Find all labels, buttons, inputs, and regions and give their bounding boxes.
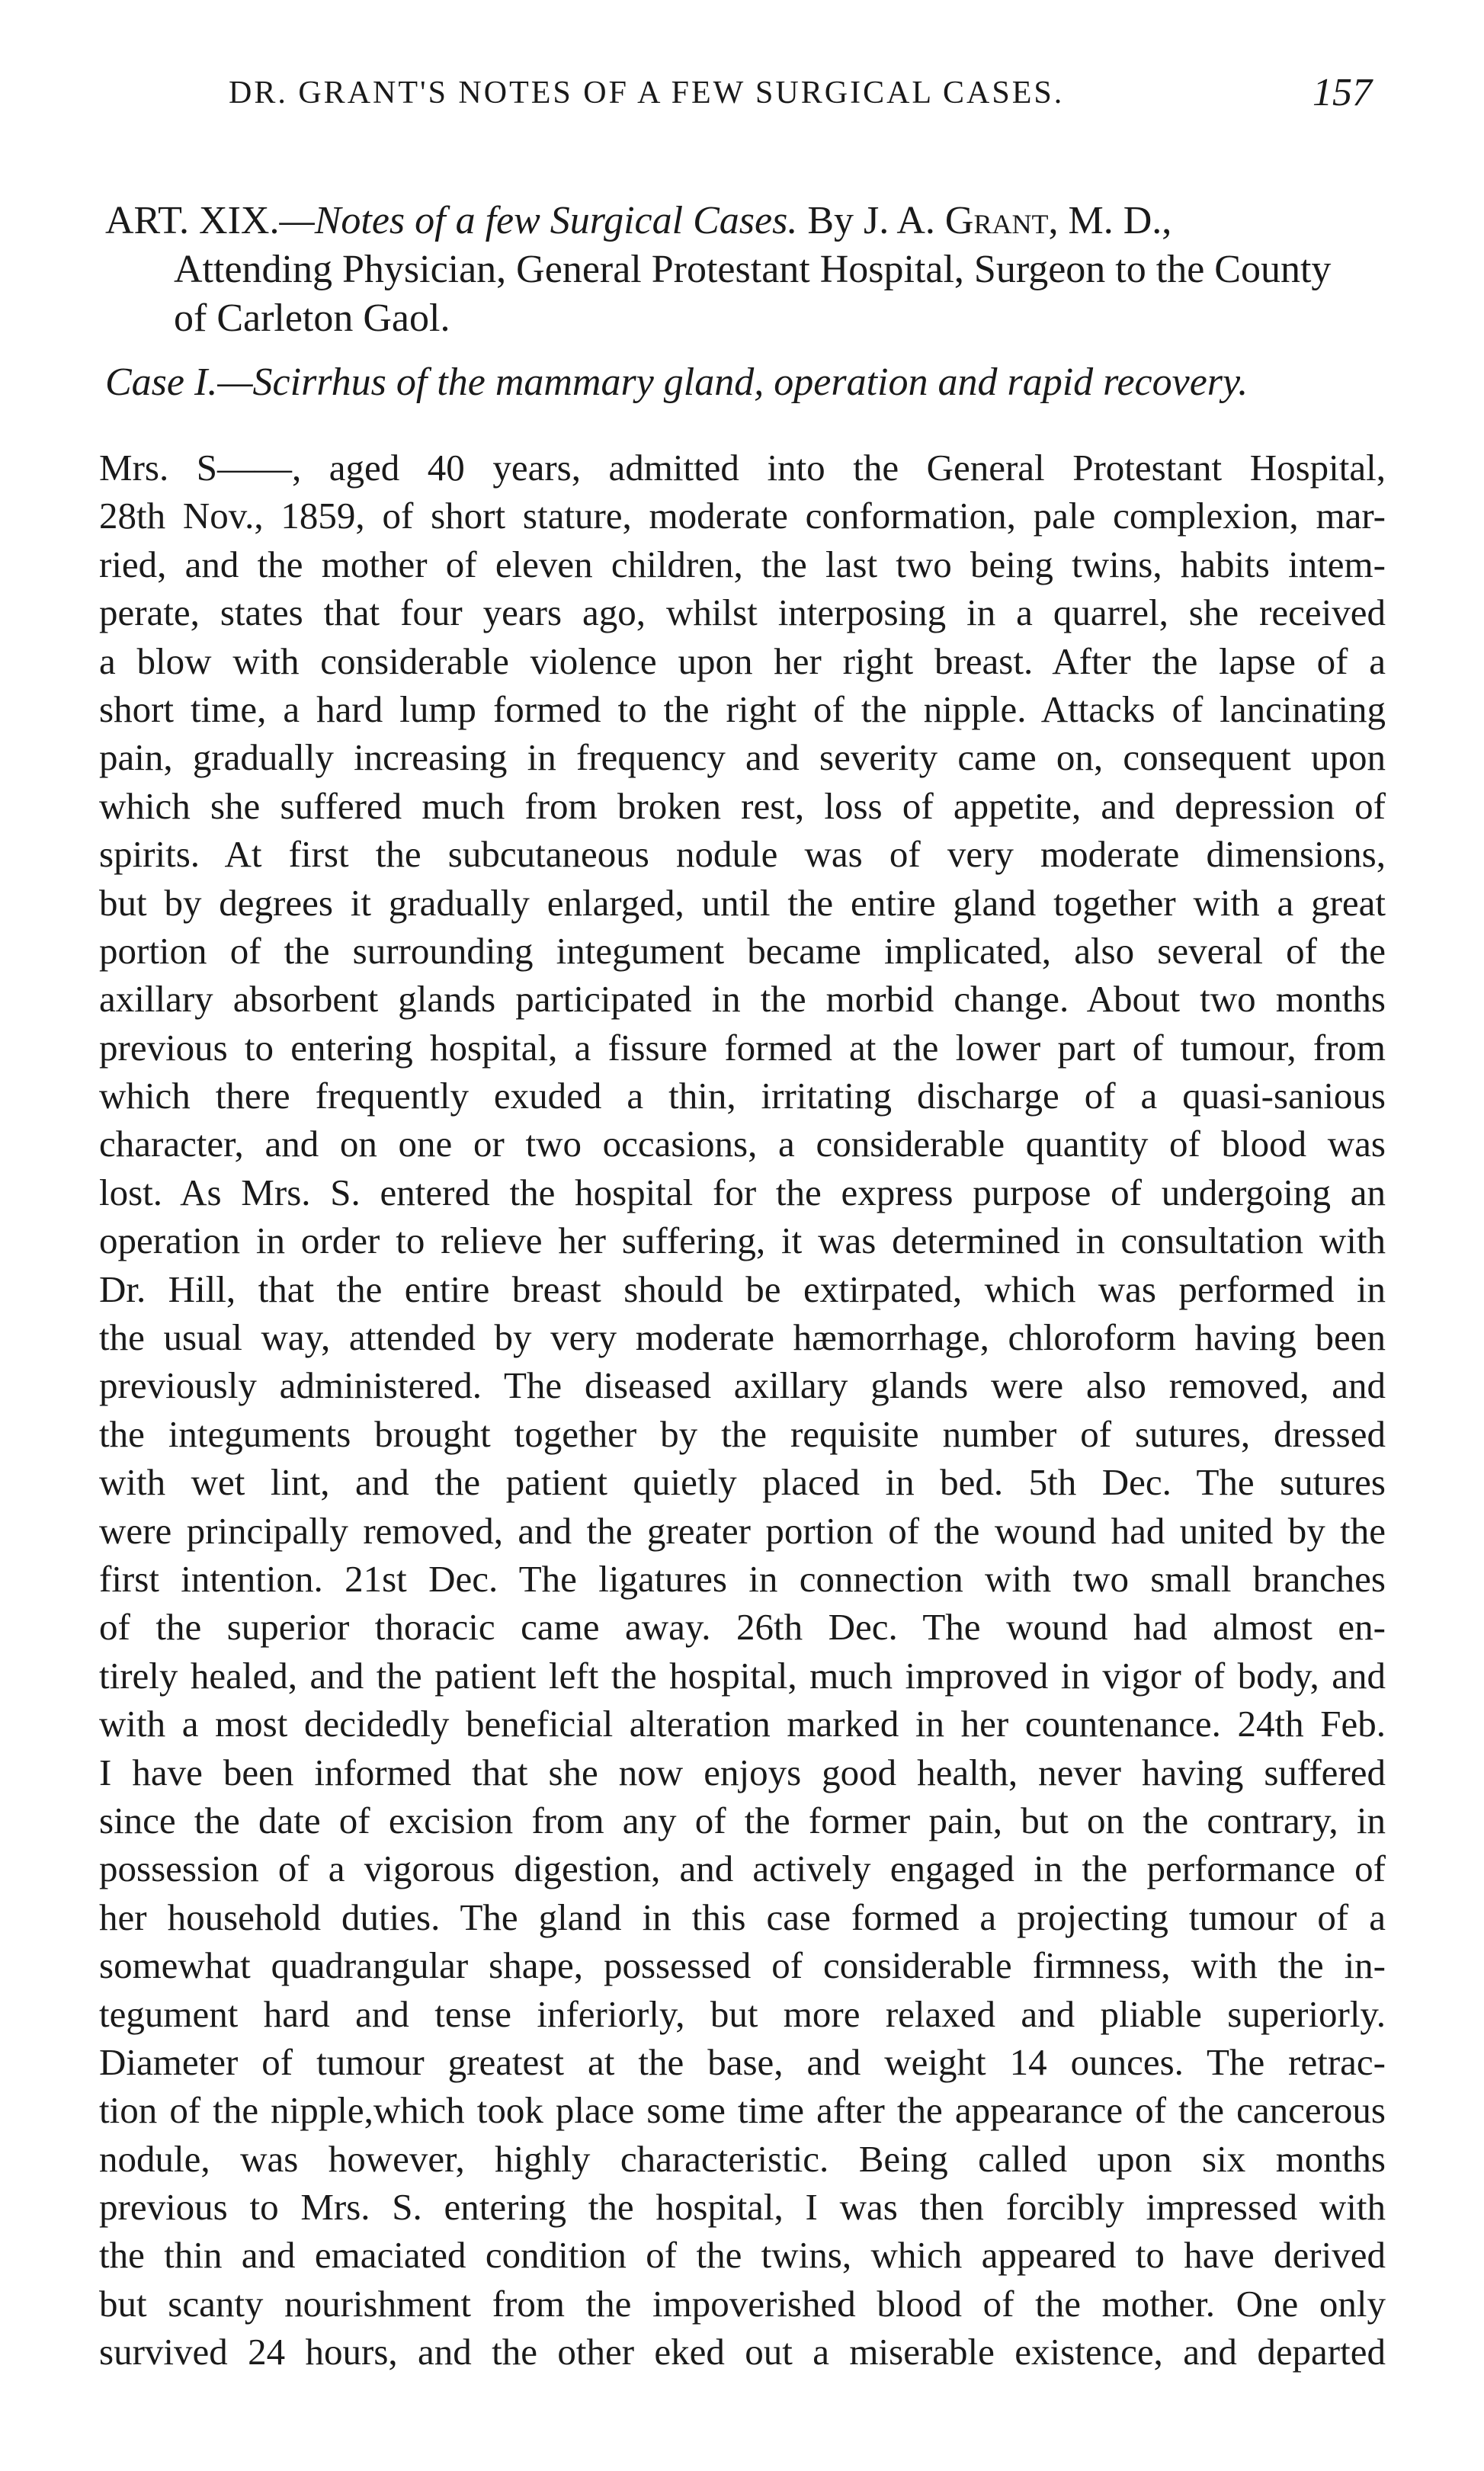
article-heading-line-2: Attending Physician, General Protestant Hospital, Surgeon to the County [174,248,1332,291]
running-head [229,71,1372,120]
body-line: with a most decidedly beneficial alteration marked in her countenance. 24th Feb. [99,1703,1386,1745]
body-text [99,444,1386,2376]
body-line: which there frequently exuded a thin, irritating discharge of a quasi-sanious [99,1075,1386,1117]
body-line: first intention. 21st Dec. The ligatures in connection with two small branches [99,1557,1386,1600]
body-line: Diameter of tumour greatest at the base, and weight 14 ounces. The retrac- [99,2040,1386,2083]
body-line: 28th Nov., 1859, of short stature, moderate conformation, pale complexion, mar- [99,495,1386,537]
body-line: previously administered. The diseased axillary glands were also removed, and [99,1364,1386,1407]
body-line: tion of the nipple,which took place some time after the appearance of the cancerous [99,2089,1386,2132]
body-line: the integuments brought together by the requisite number of sutures, dressed [99,1412,1386,1455]
article-author: Grant [944,199,1049,242]
page-number: 157 [1313,71,1372,114]
body-line: but scanty nourishment from the impoverished blood of the mother. One only [99,2282,1386,2325]
body-line: short time, a hard lump formed to the right of the nipple. Attacks of lancinating [99,687,1386,730]
article-title: —Notes of a few Surgical Cases. [279,199,798,242]
body-line: ried, and the mother of eleven children, the last two being twins, habits intem- [99,543,1386,585]
body-line: I have been informed that she now enjoys good health, never having suffered [99,1751,1386,1793]
body-line: tegument hard and tense inferiorly, but more relaxed and pliable superiorly. [99,1992,1386,2035]
body-line: possession of a vigorous digestion, and actively engaged in the performance of [99,1848,1386,1890]
body-line: operation in order to relieve her suffering, it was determined in consultation with [99,1219,1386,1262]
body-line: with wet lint, and the patient quietly placed in bed. 5th Dec. The sutures [99,1461,1386,1504]
article-heading-line-1 [105,197,1386,245]
article-by: By J. A. [807,199,935,242]
body-line: previous to entering hospital, a fissure formed at the lower part of tumour, from [99,1026,1386,1069]
body-line: of the superior thoracic came away. 26th Dec. The wound had almost en- [99,1606,1386,1649]
body-line: which she suffered much from broken rest, loss of appetite, and depression of [99,784,1386,827]
body-line: lost. As Mrs. S. entered the hospital for the express purpose of undergoing an [99,1171,1386,1213]
article-label: ART. XIX. [105,199,280,242]
article-heading [105,197,1386,343]
body-line: a blow with considerable violence upon her right breast. After the lapse of a [99,639,1386,682]
body-line: pain, gradually increasing in frequency and severity came on, consequent upon [99,736,1386,779]
body-line: were principally removed, and the greater portion of the wound had united by the [99,1509,1386,1552]
body-line: spirits. At first the subcutaneous nodule was of very moderate dimensions, [99,833,1386,876]
case-heading: Case I.—Scirrhus of the mammary gland, operation and rapid recovery. [105,361,1248,404]
body-line: Dr. Hill, that the entire breast should be extirpated, which was performed in [99,1268,1386,1310]
body-line: portion of the surrounding integument became implicated, also several of the [99,929,1386,972]
body-line: somewhat quadrangular shape, possessed of considerable firmness, with the in- [99,1944,1386,1987]
body-line: previous to Mrs. S. entering the hospital, I was then forcibly impressed with [99,2186,1386,2229]
article-heading-line-3: of Carleton Gaol. [174,296,450,340]
body-line: since the date of excision from any of the former pain, but on the contrary, in [99,1799,1386,1841]
body-line: the usual way, attended by very moderate hæmorrhage, chloroform having been [99,1316,1386,1359]
body-line: tirely healed, and the patient left the hospital, much improved in vigor of body, and [99,1654,1386,1697]
body-line: but by degrees it gradually enlarged, until the entire gland together with a great [99,881,1386,924]
body-line: perate, states that four years ago, whilst interposing in a quarrel, she received [99,591,1386,634]
running-title: DR. GRANT'S NOTES OF A FEW SURGICAL CASES. [229,75,1065,111]
body-line: nodule, was however, highly characteristic. Being called upon six months [99,2137,1386,2180]
body-line: the thin and emaciated condition of the twins, which appeared to have derived [99,2234,1386,2277]
body-line: character, and on one or two occasions, a considerable quantity of blood was [99,1123,1386,1165]
body-line: axillary absorbent glands participated in the morbid change. About two months [99,978,1386,1021]
body-line: her household duties. The gland in this case formed a projecting tumour of a [99,1896,1386,1938]
body-line: Mrs. S——, aged 40 years, admitted into the General Protestant Hospital, [99,447,1386,489]
body-line: survived 24 hours, and the other eked out a miserable existence, and departed [99,2331,1386,2373]
article-degree: , M. D., [1048,199,1172,242]
